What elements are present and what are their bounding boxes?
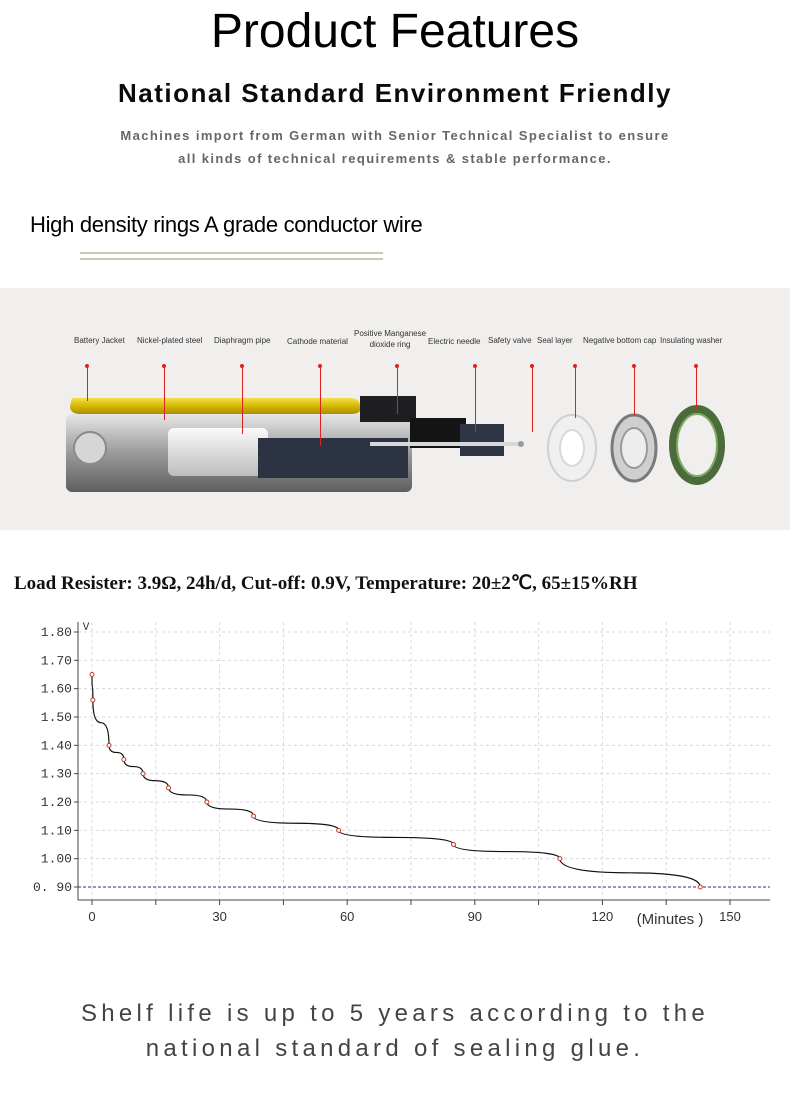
data-point — [167, 786, 171, 790]
description-line-1: Machines import from German with Senior Technical Specialist to ensure — [120, 128, 670, 143]
leader-line — [532, 366, 533, 432]
data-point — [452, 843, 456, 847]
label-negative-bottom-cap: Negative bottom cap — [583, 336, 657, 345]
label-positive-manganese-line1: Positive Manganese — [354, 329, 427, 338]
data-point — [90, 673, 94, 677]
heading-underline — [80, 252, 383, 254]
discharge-chart — [0, 610, 790, 940]
discharge-curve — [92, 675, 700, 888]
data-point — [337, 828, 341, 832]
label-nickel-plated-steel: Nickel-plated steel — [137, 336, 203, 345]
shelf-life-note — [0, 996, 790, 1066]
leader-line — [87, 366, 88, 401]
washer-shape — [673, 409, 721, 481]
label-electric-needle: Electric needle — [428, 337, 481, 346]
label-battery-jacket: Battery Jacket — [74, 336, 125, 345]
diaphragm-shape — [168, 428, 268, 476]
chart-grid — [78, 622, 770, 900]
y-tick-label: 1.10 — [40, 823, 72, 839]
section-heading: High density rings A grade conductor wire — [30, 212, 423, 237]
x-tick-label: 30 — [212, 909, 227, 924]
y-tick-label: 1.60 — [40, 681, 72, 697]
y-tick-label: 1.70 — [40, 653, 72, 669]
data-point — [558, 857, 562, 861]
page-title: Product Features — [210, 5, 580, 58]
x-tick-label: 0 — [88, 909, 96, 924]
y-tick-label: 0. 90 — [32, 880, 72, 895]
washer-highlight-shape — [677, 414, 717, 476]
data-point — [205, 800, 209, 804]
leader-dot — [632, 364, 636, 368]
leader-dot — [162, 364, 166, 368]
data-point — [107, 743, 111, 747]
y-axis-unit: V — [82, 622, 90, 634]
leader-line — [164, 366, 165, 420]
jacket-shape — [70, 398, 360, 414]
leader-line — [634, 366, 635, 416]
leader-dot — [694, 364, 698, 368]
leader-line — [397, 366, 398, 414]
bottom-cap-inner-shape — [621, 428, 647, 468]
needle-tip-shape — [518, 441, 524, 447]
needle-shape — [370, 442, 520, 446]
y-tick-label: 1.50 — [40, 710, 72, 725]
load-conditions: Load Resister: 3.9Ω, 24h/d, Cut-off: 0.9V, Temperature: 20±2℃, 65±15%RH — [14, 573, 638, 594]
battery-structure-diagram — [0, 288, 790, 530]
leader-line — [320, 366, 321, 446]
leader-dot — [85, 364, 89, 368]
leader-line — [242, 366, 243, 434]
data-point — [252, 814, 256, 818]
label-positive-manganese-line2: dioxide ring — [369, 340, 411, 349]
leader-dot — [318, 364, 322, 368]
label-seal-layer: Seal layer — [537, 336, 573, 345]
description — [0, 124, 790, 170]
y-tick-label: 1.00 — [40, 851, 72, 867]
leader-dot — [473, 364, 477, 368]
chart-axes — [74, 622, 770, 905]
cap-end-shape — [74, 432, 106, 464]
label-cathode-material: Cathode material — [287, 337, 348, 346]
chart-labels — [33, 622, 741, 928]
data-point — [91, 698, 95, 702]
data-point — [698, 885, 702, 889]
y-tick-label: 1.30 — [40, 766, 72, 782]
x-tick-label: 150 — [719, 909, 741, 924]
y-tick-label: 1.20 — [40, 795, 72, 810]
leader-line — [696, 366, 697, 410]
leader-dot — [395, 364, 399, 368]
description-line-2: all kinds of technical requirements & stable performance. — [178, 151, 612, 166]
leader-dot — [573, 364, 577, 368]
battery-cutaway-illustration — [0, 288, 790, 530]
label-diaphragm-pipe: Diaphragm pipe — [214, 336, 271, 345]
label-safety-valve: Safety valve — [488, 336, 532, 345]
heading-underline — [80, 258, 383, 260]
leader-dot — [240, 364, 244, 368]
data-point — [141, 772, 145, 776]
shelf-life-line-2: national standard of sealing glue. — [145, 1035, 645, 1062]
page-subtitle: National Standard Environment Friendly — [118, 78, 672, 108]
data-point — [122, 758, 126, 762]
y-tick-label: 1.80 — [40, 625, 72, 640]
x-tick-label: 90 — [467, 909, 483, 924]
leader-line — [575, 366, 576, 418]
y-tick-label: 1.40 — [40, 738, 72, 754]
manganese-ring-shape — [360, 396, 416, 422]
leader-dot — [530, 364, 534, 368]
safety-valve-core-shape — [560, 430, 584, 466]
leader-line — [475, 366, 476, 432]
electrode-shape — [460, 424, 504, 456]
label-insulating-washer: Insulating washer — [660, 336, 723, 345]
x-axis-label: (Minutes ) — [636, 911, 704, 928]
shelf-life-line-1: Shelf life is up to 5 years according to the — [80, 1000, 710, 1027]
x-tick-label: 60 — [339, 909, 355, 924]
x-tick-label: 120 — [591, 909, 614, 924]
